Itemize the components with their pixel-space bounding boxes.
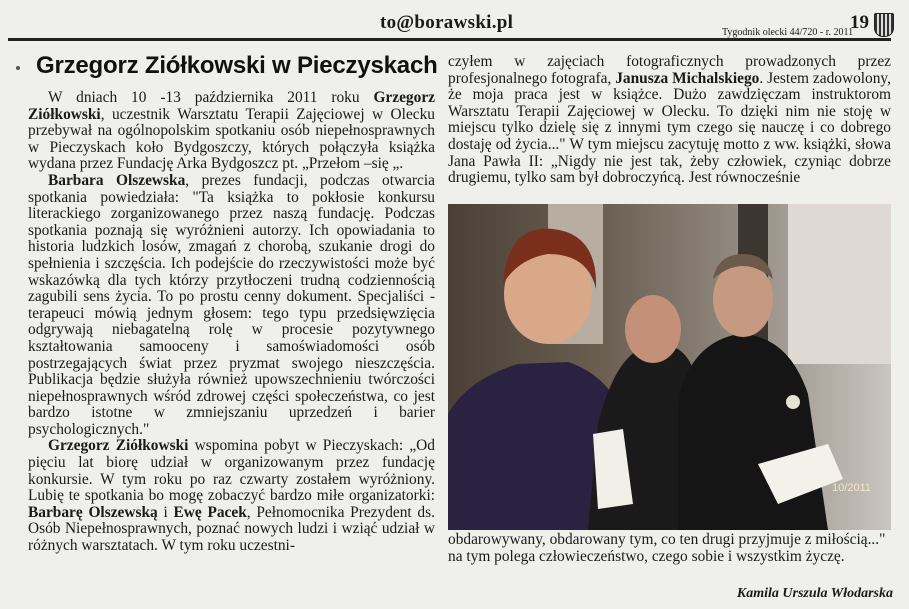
text-run: , Pełnomocnika Prezydent ds. Osób Niepełnosprawnych, poznać nowych ludzi i wziąć udział w różnych warsztatach. W tym roku uczestni-: [28, 503, 435, 555]
text-run: , prezes fundacji, podczas otwarcia spotkania powiedziała: "Ta książka to pokłosie konkursu literackiego zorganizowanego przez naszą fundację. Podczas spotkania poznają się wyróżnieni autorzy. Ich opowiadania to historia ludzkich losów, zmagań z chorobą, szukanie drogi do spełnienia i szczęścia. Ich podejście do rzeczywistości może być wskazówką dla tych którzy przytłoczeni trudną codziennością zagubili sens życia. To po prostu cenny dokument. Specjaliści - terapeuci mówią jednym głosem: tego typu przedsięwzięcia odgrywają niebagatelną rolę w procesie pozytywnego kształtowania samooceny i samoświadomości osób postrzegających świat przez pryzmat swojego nieszczęścia. Publikacja będzie służyła również upowszechnieniu twórczości niepełnosprawnych wśród zdrowej części społeczeństwa, co jest bardzo istotne w zmniejszaniu uprzedzeń i barier psychologicznych.": [28, 171, 435, 438]
photo-image: [448, 204, 891, 530]
coat-of-arms-icon: [874, 13, 894, 37]
article-photo: [448, 204, 891, 530]
header-rule: [8, 38, 891, 41]
page-number: 19: [850, 12, 869, 33]
paragraph-intro: [28, 90, 435, 173]
text-run: czyłem w zajęciach fotograficznych prowadzonych przez profesjonalnego fotografa,: [448, 53, 891, 87]
bold-name: Grzegorz Ziółkowski: [28, 89, 435, 123]
bold-name: Janusza Michalskiego: [615, 69, 760, 87]
photo-date-stamp: 10/2011: [832, 482, 871, 494]
bold-name: Grzegorz Ziółkowski: [48, 437, 189, 455]
right-column-bottom: obdarowywany, obdarowany tym, co ten drugi przyjmuje z miłością..." na tym polega człowieczeństwo, czego sobie i wszystkim życzę.: [448, 531, 886, 565]
bold-name: Ewę Pacek: [173, 503, 247, 521]
text-run: , uczestnik Warsztatu Terapii Zajęciowej w Olecku przebywał na ogólnopolskim spotkaniu osób niepełnosprawnych w Pieczyskach koło Bydgoszczy, których połączyła książka wydana przez Fundację Arka Bydgoszcz pt. „Przełom –się „.: [28, 105, 435, 173]
issue-info: Tygodnik olecki 44/720 - r. 2011: [722, 27, 854, 38]
text-run: . Jestem zadowolony, że moja praca jest w książce. Dużo zawdzięczam instruktorom Warsztatu Terapii Zajęciowej w Olecku. To dzięki nim nie stoję w miejscu tylko dzielę się z innymi tym czego się nauczę i co dobrego dostaję od życia..." W tym miejscu zacytuję motto z ww. książki, słowa Jana Pawła II: „Nigdy nie jest tak, żeby człowiek, czyniąc dobrze drugiemu, tylko sam był dobroczyńcą. Jest równocześnie: [448, 69, 891, 187]
bullet-mark: [16, 66, 20, 70]
article-title: Grzegorz Ziółkowski w Pieczyskach: [36, 52, 438, 79]
author-signature: Kamila Urszula Włodarska: [736, 586, 893, 601]
text-run: i: [157, 503, 174, 521]
text-run: wspomina pobyt w Pieczyskach: „Od pięciu lat biorę udział w organizowanym przez fundację konkursie. W tym roku po raz czwarty zostałem wyróżniony. Lubię te spotkania bo mogę zobaczyć bardzo miłe organizatorki:: [28, 437, 435, 505]
left-column: [28, 90, 435, 555]
paragraph-ziolkowski: [28, 438, 435, 554]
header-email: to@borawski.pl: [380, 12, 514, 33]
text-run: W dniach 10 -13 października 2011 roku: [48, 89, 374, 106]
bold-name: Barbara Olszewska: [48, 171, 186, 189]
paragraph-olszewska: [28, 173, 435, 439]
right-column-top: [448, 54, 891, 187]
bold-name: Barbarę Olszewską: [28, 503, 158, 521]
